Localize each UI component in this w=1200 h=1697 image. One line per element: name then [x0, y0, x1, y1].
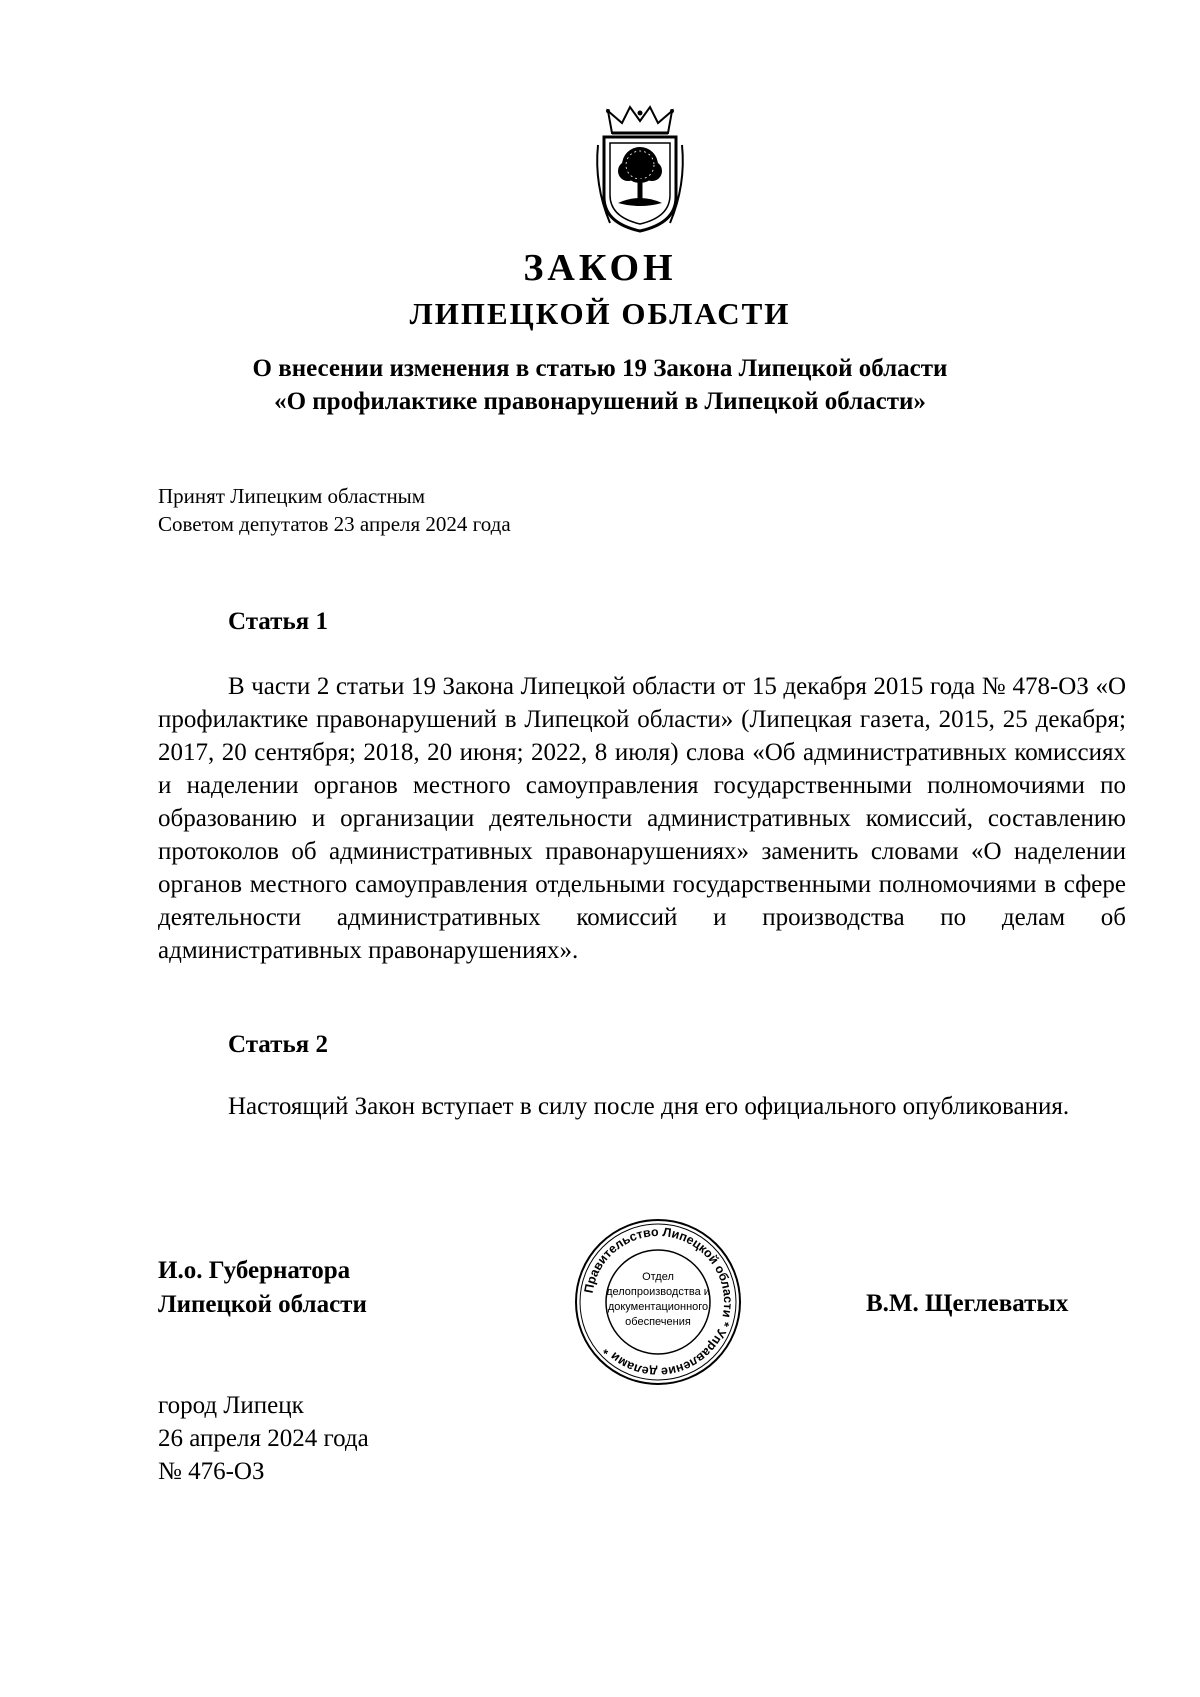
signer-position-line-1: И.о. Губернатора	[158, 1257, 351, 1284]
seal-inner-line-2: делопроизводства и	[606, 1286, 710, 1298]
law-title	[0, 352, 1200, 418]
article-1-heading: Статья 1	[228, 608, 328, 635]
adoption-note-line-1: Принят Липецким областным	[158, 484, 426, 508]
region-name: ЛИПЕЦКОЙ ОБЛАСТИ	[409, 296, 791, 331]
lipetsk-coat-of-arms-icon	[590, 105, 690, 235]
seal-inner-line-3: документационного	[607, 1301, 709, 1313]
law-title-line-1: О внесении изменения в статью 19 Закона Липецкой области	[252, 355, 948, 382]
document-type: ЗАКОН	[523, 247, 677, 289]
adoption-note-line-2: Советом депутатов 23 апреля 2024 года	[158, 512, 511, 536]
city: город Липецк	[158, 1392, 304, 1419]
adoption-note	[158, 482, 511, 538]
signer-name: В.М. Щеглеватых	[866, 1290, 1069, 1317]
law-number: № 476-ОЗ	[158, 1458, 265, 1485]
signer-position	[158, 1254, 367, 1322]
seal-inner-line-4: обеспечения	[625, 1316, 691, 1328]
article-2-heading: Статья 2	[228, 1031, 328, 1058]
seal-outer-text: Правительство Липецкой области * Управление делами *	[581, 1224, 736, 1380]
law-title-line-2: «О профилактике правонарушений в Липецкой области»	[274, 388, 926, 415]
seal-inner-line-1: Отдел	[642, 1271, 674, 1283]
official-seal	[572, 1216, 744, 1388]
article-2-text: Настоящий Закон вступает в силу после дня его официального опубликования.	[228, 1093, 1070, 1120]
signer-position-line-2: Липецкой области	[158, 1291, 367, 1318]
place-date-number	[158, 1389, 369, 1488]
signing-date: 26 апреля 2024 года	[158, 1425, 369, 1452]
article-1-text: В части 2 статьи 19 Закона Липецкой области от 15 декабря 2015 года № 478-ОЗ «О профилактике правонарушений в Липецкой области» (Липецкая газета, 2015, 25 декабря; 2017, 20 сентября; 2018, 20 июня; 2022, 8 июля) слова «Об административных комиссиях и наделении органов местного самоуправления государственными полномочиями по образованию и организации деятельности административных комиссий, составлению протоколов об административных правонарушениях» заменить словами «О наделении органов местного самоуправления отдельными государственными полномочиями в сфере деятельности административных комиссий и производства по делам об административных правонарушениях».	[158, 673, 1126, 964]
